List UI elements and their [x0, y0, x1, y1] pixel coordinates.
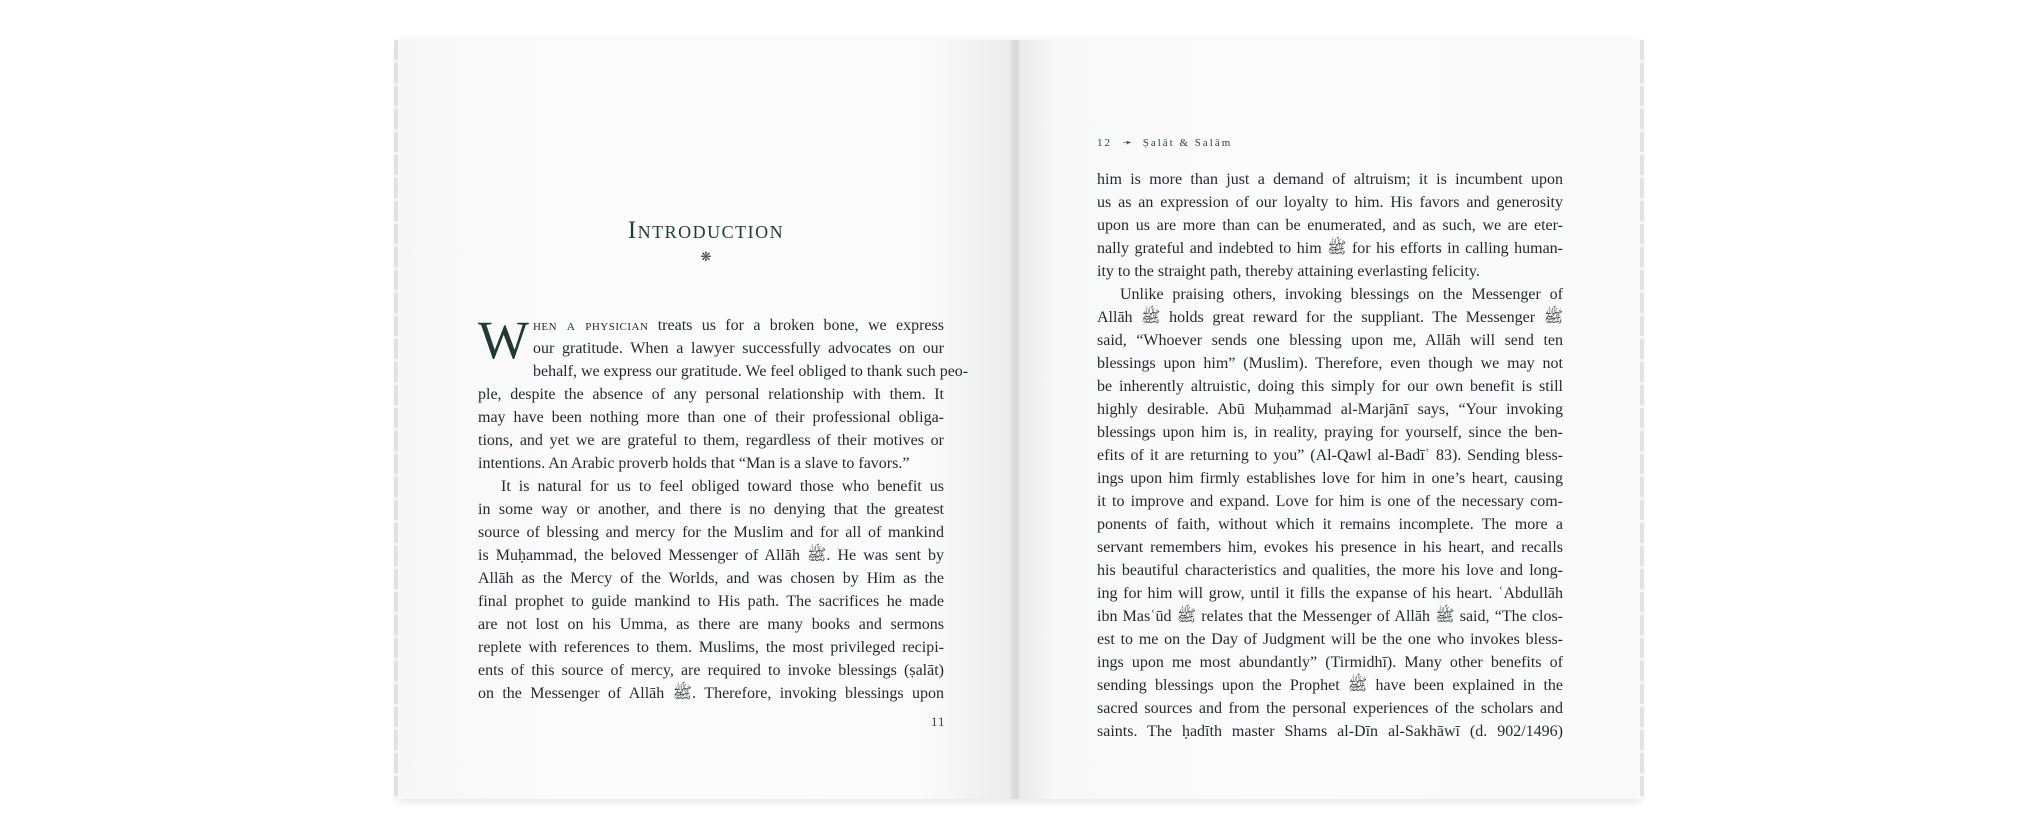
text-line: ity to the straight path, thereby attaining everlasting felicity. — [1097, 263, 1480, 280]
first-line-rest: treats us for a broken bone, we express — [648, 317, 944, 334]
text-line: Allāh ﷺ holds great reward for the suppliant. The Messenger ﷺ — [1097, 309, 1564, 326]
text-line: Unlike praising others, invoking blessings on the Messenger of — [1120, 286, 1563, 303]
lead-small-caps: hen a physician — [532, 317, 649, 334]
text-line: highly desirable. Abū Muḥammad al-Marjānī says, “Your invoking — [1097, 401, 1563, 418]
text-line: final prophet to guide mankind to His path. The sacrifices he made — [478, 593, 944, 610]
text-line: said, “Whoever sends one blessing upon me, Allāh will send ten — [1097, 332, 1563, 349]
text-line: are not lost on his Umma, as there are many books and sermons — [478, 616, 944, 633]
text-line: be inherently altruistic, doing this simply for our own benefit is still — [1097, 378, 1563, 395]
text-line: sending blessings upon the Prophet ﷺ have been explained in the — [1097, 677, 1564, 694]
chapter-title: Introduction — [627, 217, 785, 244]
running-head-title: Ṣalāt & Salām — [1142, 137, 1233, 149]
text-line: him is more than just a demand of altruism; it is incumbent upon — [1097, 171, 1563, 188]
text-line: efits of it are returning to you” (Al-Qawl al-Badīʿ 83). Sending bless- — [1097, 447, 1563, 464]
text-line: us as an expression of our loyalty to him. His favors and generosity — [1097, 194, 1563, 211]
text-line: ents of this source of mercy, are required to invoke blessings (ṣalāt) — [478, 662, 944, 679]
left-page — [398, 40, 1014, 799]
first-line — [478, 314, 944, 337]
running-head — [1097, 136, 1232, 149]
text-line: servant remembers him, evokes his presence in his heart, and recalls — [1097, 539, 1563, 556]
text-line: his beautiful characteristics and qualities, the more his love and long- — [1097, 562, 1563, 579]
text-line: ing for him will grow, until it fills the expanse of his heart. ʿAbdullāh — [1097, 585, 1563, 602]
text-line: It is natural for us to feel obliged toward those who benefit us — [501, 478, 944, 495]
text-line: ibn Masʿūd ﷺ relates that the Messenger of Allāh ﷺ said, “The clos- — [1097, 608, 1564, 625]
text-line: Allāh as the Mercy of the Worlds, and was chosen by Him as the — [478, 570, 944, 587]
text-line: ings upon him firmly establishes love for him in one’s heart, causing — [1097, 470, 1563, 487]
text-line: tions, and yet we are grateful to them, regardless of their motives or — [478, 432, 944, 449]
title-ornament-icon: ❋ — [700, 249, 712, 264]
text-line: may have been nothing more than one of their professional obliga- — [478, 409, 944, 426]
text-line: ple, despite the absence of any personal relationship with them. It — [478, 386, 944, 403]
text-line: source of blessing and mercy for the Muslim and for all of mankind — [478, 524, 944, 541]
drop-cap: W — [478, 310, 529, 370]
text-line: behalf, we express our gratitude. We feel obliged to thank such peo- — [532, 363, 969, 380]
text-line: is Muḥammad, the beloved Messenger of Allāh ﷺ. He was sent by — [478, 547, 944, 564]
page-number: 11 — [931, 714, 946, 729]
right-page-body — [1097, 168, 1563, 743]
page-number: 12 — [1097, 137, 1112, 149]
text-line: intentions. An Arabic proverb holds that “Man is a slave to favors.” — [478, 455, 910, 472]
text-line: on the Messenger of Allāh ﷺ. Therefore, invoking blessings upon — [478, 685, 944, 702]
text-line: blessings upon him is, in reality, praying for yourself, since the ben- — [1097, 424, 1563, 441]
text-line: ings upon me most abundantly” (Tirmidhī). Many other benefits of — [1097, 654, 1563, 671]
text-line: our gratitude. When a lawyer successfully advocates on our — [532, 340, 944, 357]
arrow-icon: ➛ — [1122, 137, 1134, 149]
text-line: ponents of faith, without which it remains incomplete. The more a — [1097, 516, 1563, 533]
text-line: blessings upon him” (Muslim). Therefore, even though we may not — [1097, 355, 1563, 372]
text-line: in some way or another, and there is no denying that the greatest — [478, 501, 944, 518]
text-line: sacred sources and from the personal experiences of the scholars and — [1097, 700, 1563, 717]
page-edges-right — [1640, 40, 1644, 799]
text-line: upon us are more than can be enumerated, and as such, we are eter- — [1097, 217, 1563, 234]
left-page-body — [478, 310, 969, 705]
text-line: it to improve and expand. Love for him is one of the necessary com- — [1097, 493, 1563, 510]
book-spread — [398, 40, 1640, 799]
text-line: saints. The ḥadīth master Shams al-Dīn al-Sakhāwī (d. 902/1496) — [1097, 723, 1563, 740]
text-line: replete with references to them. Muslims, the most privileged recipi- — [478, 639, 944, 656]
text-line: nally grateful and indebted to him ﷺ for his efforts in calling human- — [1097, 240, 1563, 257]
text-line: est to me on the Day of Judgment will be the one who invokes bless- — [1097, 631, 1563, 648]
